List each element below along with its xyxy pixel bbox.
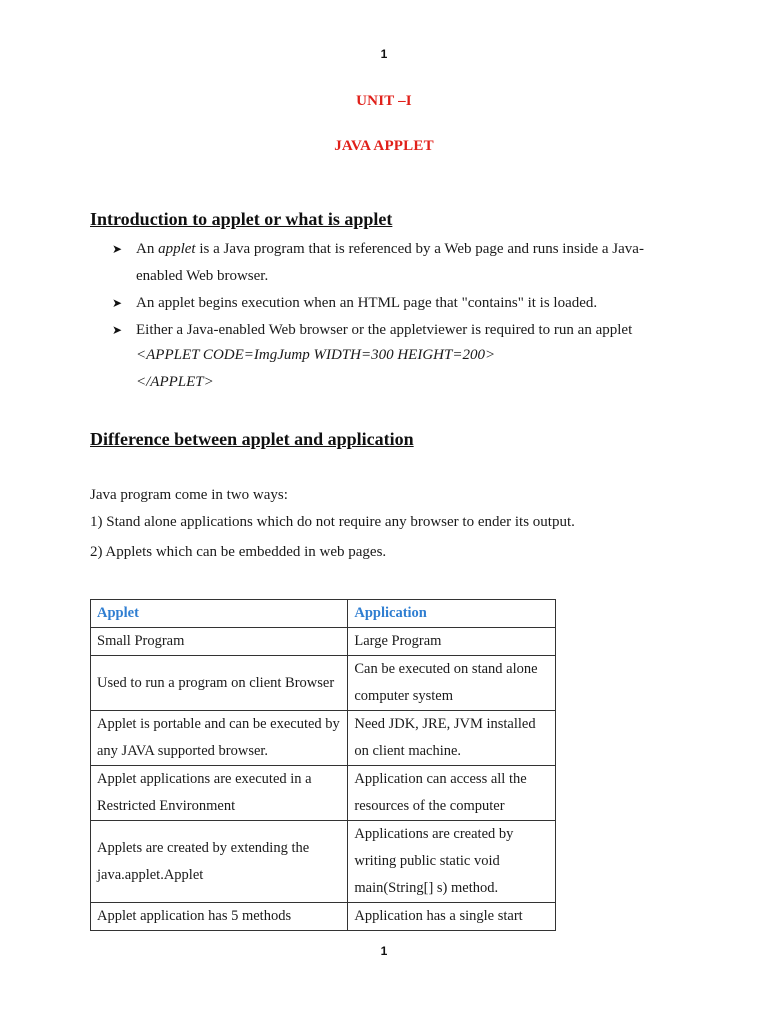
comparison-table — [90, 599, 556, 931]
intro-bullet-list — [112, 236, 657, 344]
application-cell: Application can access all the resources of the computer — [348, 766, 556, 821]
application-cell: Need JDK, JRE, JVM installed on client machine. — [348, 711, 556, 766]
arrowhead-bullet-icon: ➤ — [112, 242, 123, 256]
point-two-line: 2) Applets which can be embedded in web pages. — [90, 544, 387, 560]
arrowhead-bullet-icon: ➤ — [112, 323, 123, 337]
applet-cell: Applet application has 5 methods — [91, 903, 348, 931]
application-cell: Application has a single start — [348, 903, 556, 931]
bullet-item — [112, 236, 657, 290]
intro-line: Java program come in two ways: — [90, 487, 288, 503]
applet-cell: Applet applications are executed in a Restricted Environment — [91, 766, 348, 821]
header-applet: Applet — [91, 600, 348, 628]
table-row — [91, 766, 556, 821]
bullet-item — [112, 290, 657, 317]
header-application: Application — [348, 600, 556, 628]
page-number-top: 1 — [380, 47, 388, 61]
bullet-text: An applet begins execution when an HTML page that "contains" it is loaded. — [136, 295, 598, 311]
bullet-item — [112, 317, 657, 344]
applet-cell: Small Program — [91, 628, 348, 656]
bullet-text-prefix: An — [136, 241, 159, 257]
bullet-emphasis-word: applet — [158, 241, 196, 257]
difference-heading: Difference between applet and application — [90, 429, 414, 449]
unit-title: UNIT –I — [356, 93, 412, 109]
table-row — [91, 711, 556, 766]
intro-heading: Introduction to applet or what is applet — [90, 209, 393, 229]
bullet-text-suffix: is a Java program that is referenced by a Web page and runs inside a Java-enabled Web browser. — [136, 241, 644, 284]
arrowhead-bullet-icon: ➤ — [112, 296, 123, 310]
page-number-bottom: 1 — [380, 944, 388, 958]
application-cell: Large Program — [348, 628, 556, 656]
table-row — [91, 903, 556, 931]
applet-code-line-open: <APPLET CODE=ImgJump WIDTH=300 HEIGHT=200> — [136, 347, 496, 363]
application-cell: Can be executed on stand alone computer system — [348, 656, 556, 711]
applet-cell: Applet is portable and can be executed by any JAVA supported browser. — [91, 711, 348, 766]
bullet-text: Either a Java-enabled Web browser or the appletviewer is required to run an applet — [136, 322, 633, 338]
applet-cell: Used to run a program on client Browser — [91, 656, 348, 711]
application-cell: Applications are created by writing public static void main(String[] s) method. — [348, 821, 556, 903]
applet-cell: Applets are created by extending the java.applet.Applet — [91, 821, 348, 903]
applet-code-line-close: </APPLET> — [136, 374, 214, 390]
point-one-line: 1) Stand alone applications which do not require any browser to ender its output. — [90, 514, 575, 530]
subject-title: JAVA APPLET — [334, 138, 434, 154]
table-row — [91, 628, 556, 656]
table-row — [91, 656, 556, 711]
table-header-row — [91, 600, 556, 628]
table-row — [91, 821, 556, 903]
